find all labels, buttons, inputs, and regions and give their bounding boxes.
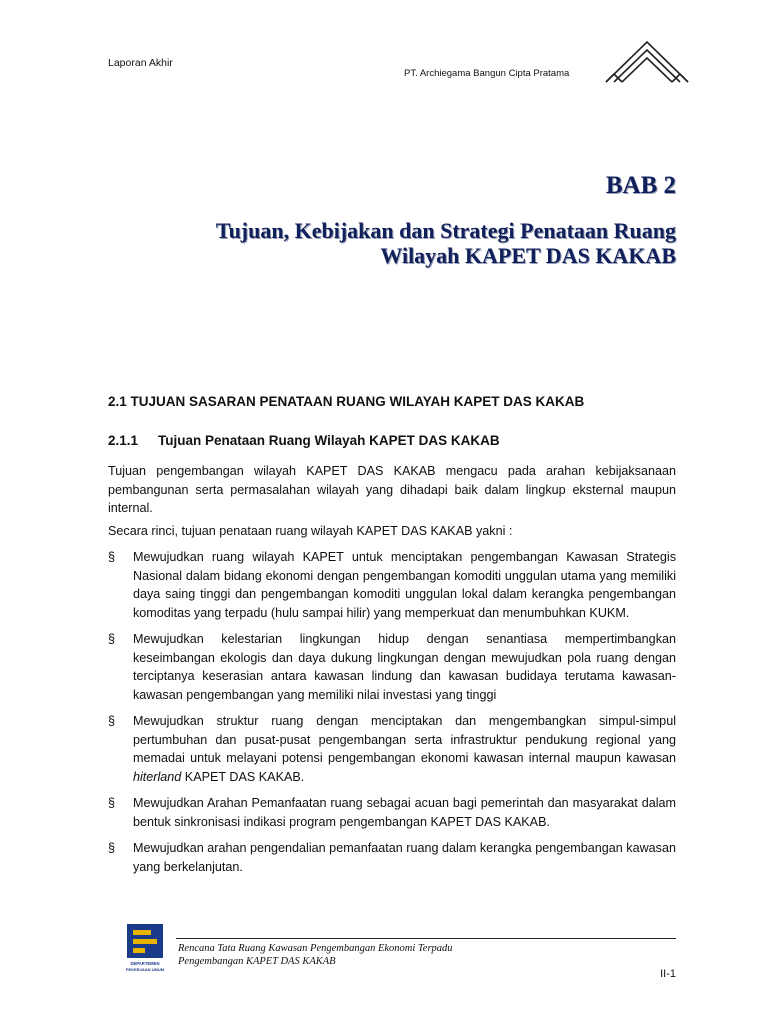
departemen-pekerjaan-umum-logo-icon [125,922,169,974]
chapter-title [116,218,676,268]
list-item-text: Mewujudkan struktur ruang dengan menciptakan dan mengembangkan simpul-simpul pertumbuhan dan pusat-pusat pengembangan serta infrastruktur pendukung regional yang memadai untuk melayani potensi pengembangan ekonomi kawasan internal maupun kawasan [133,714,676,765]
list-item [108,794,676,831]
company-name: PT. Archiegama Bangun Cipta Pratama [404,68,570,79]
subsection-heading [108,433,500,448]
logo-text-1: DEPARTEMEN [130,961,160,966]
footer-line1: Rencana Tata Ruang Kawasan Pengembangan Ekonomi Terpadu [178,943,453,954]
footer-divider [176,938,676,939]
logo-text-2: PEKERJAAN UMUM [125,967,165,972]
list-item [108,839,676,876]
footer-line2: Pengembangan KAPET DAS KAKAB [178,956,336,967]
list-item-text: Mewujudkan arahan pengendalian pemanfaatan ruang dalam kerangka pengembangan kawasan yang berkelanjutan. [133,841,676,874]
list-item [108,712,676,786]
list-item-text: Mewujudkan Arahan Pemanfaatan ruang sebagai acuan bagi pemerintah dan masyarakat dalam bentuk sinkronisasi indikasi program pengembangan KAPET DAS KAKAB. [133,796,676,829]
list-item-text: Mewujudkan kelestarian lingkungan hidup dengan senantiasa mempertimbangkan keseimbangan ekologis dan daya dukung lingkungan dengan mewujudkan pola ruang dengan terciptanya keserasian antara kawasan lindung dan kawasan budidaya terutama kawasan-kawasan pengembangan yang memiliki nilai investasi yang tinggi [133,632,676,702]
list-item-text: Mewujudkan ruang wilayah KAPET untuk menciptakan pengembangan Kawasan Strategis Nasional dalam bidang ekonomi dengan pengembangan komoditi unggulan utama yang memiliki daya saing tinggi dan pengembangan komoditi unggulan lokal dalam kerangka pengembangan komoditas yang terpadu (hulu sampai hilir) yang memperkuat dan menumbuhkan KUKM. [133,550,676,620]
list-item-italic: hiterland [133,769,182,784]
report-label: Laporan Akhir [108,57,173,69]
list-item-text-end: KAPET DAS KAKAB. [181,769,305,784]
bullet-icon: § [108,632,116,646]
chapter-title-line2: Wilayah KAPET DAS KAKAB [380,243,676,268]
list-item [108,548,676,622]
subsection-number: 2.1.1 [108,433,139,448]
footer-title [178,942,453,968]
bullet-icon: § [108,841,116,855]
detail-paragraph: Secara rinci, tujuan penataan ruang wilayah KAPET DAS KAKAB yakni : [108,524,513,538]
page-number: II-1 [660,968,676,980]
bullet-icon: § [108,714,116,728]
chapter-label: BAB 2 [605,172,676,199]
objectives-list [108,548,676,884]
archiegama-roof-logo-icon [604,38,690,88]
bullet-icon: § [108,550,116,564]
intro-paragraph: Tujuan pengembangan wilayah KAPET DAS KAKAB mengacu pada arahan kebijaksanaan pembangunan serta permasalahan wilayah yang dihadapi baik dalam lingkup eksternal maupun internal. [108,464,676,515]
subsection-title: Tujuan Penataan Ruang Wilayah KAPET DAS KAKAB [158,433,500,448]
list-item [108,630,676,704]
chapter-title-line1: Tujuan, Kebijakan dan Strategi Penataan Ruang [215,218,676,243]
bullet-icon: § [108,796,116,810]
section-heading: 2.1 TUJUAN SASARAN PENATAAN RUANG WILAYAH KAPET DAS KAKAB [108,394,585,409]
